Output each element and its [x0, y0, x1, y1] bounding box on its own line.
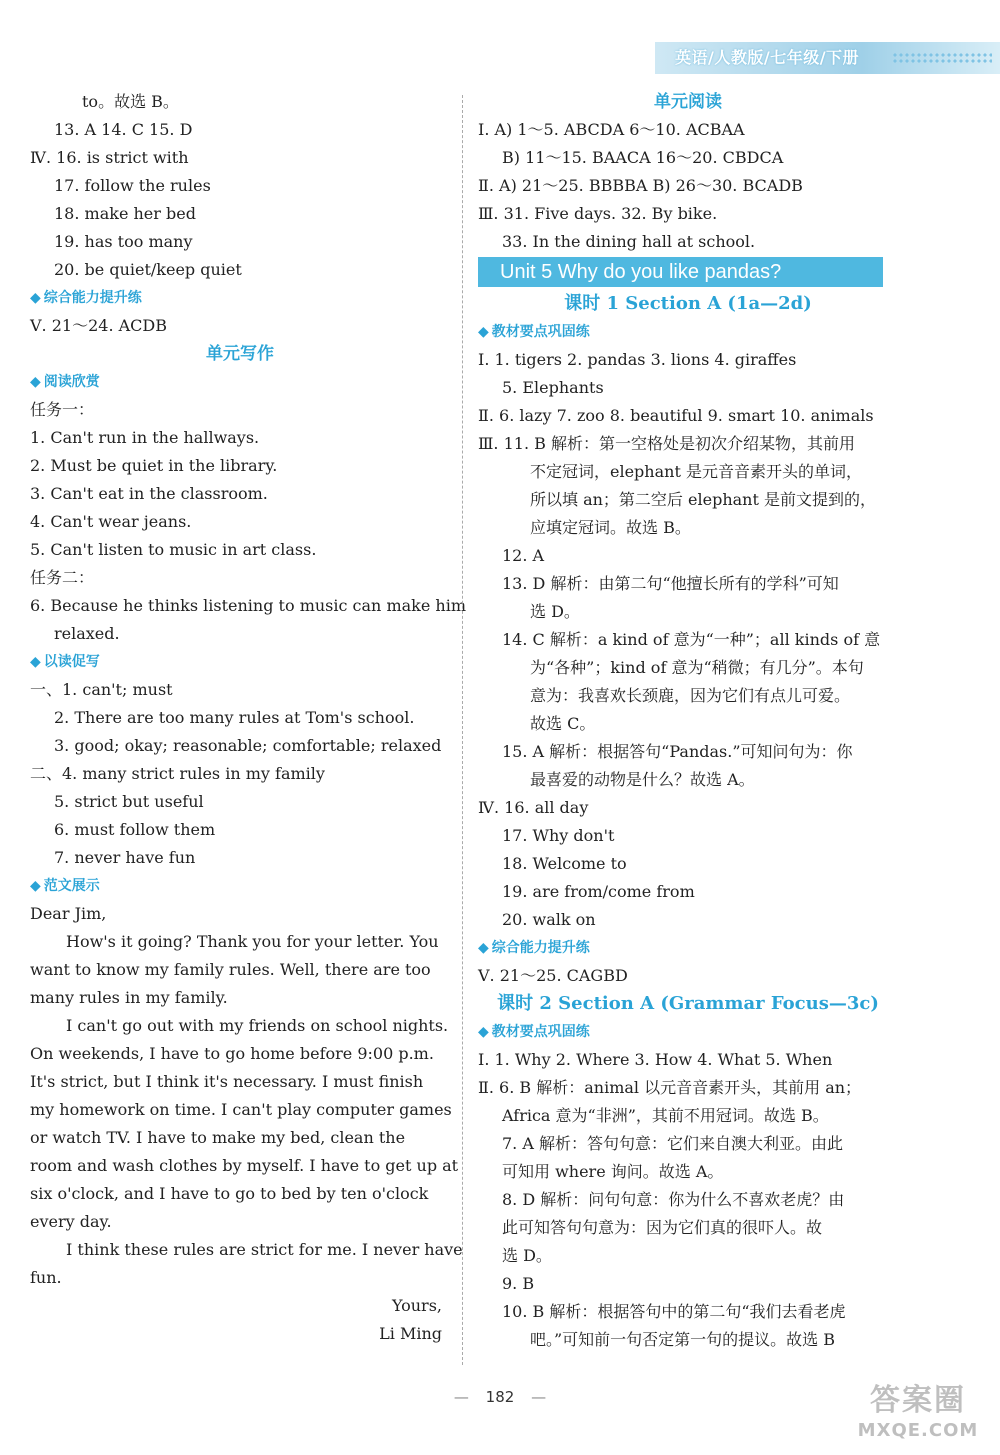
text-line	[30, 760, 450, 788]
text-line	[30, 900, 450, 928]
line-text: 8. D 解析：问句句意：你为什么不喜欢老虎？由	[502, 1190, 845, 1209]
text-line	[30, 144, 450, 172]
text-line	[478, 402, 898, 430]
text-line	[478, 710, 898, 738]
line-text: 一、1. can't; must	[30, 680, 173, 699]
lesson-title	[478, 990, 898, 1018]
text-line	[30, 1096, 450, 1124]
line-text: 3. good; okay; reasonable; comfortable; relaxed	[54, 736, 442, 755]
line-text: 3. Can't eat in the classroom.	[30, 484, 268, 503]
line-text: Ⅴ. 21～25. CAGBD	[478, 966, 628, 985]
line-text: 18. make her bed	[54, 204, 196, 223]
text-line	[478, 374, 898, 402]
text-line	[478, 626, 898, 654]
footer-dash-left: —	[453, 1388, 469, 1406]
text-line	[30, 1180, 450, 1208]
text-line	[30, 200, 450, 228]
line-text: 20. be quiet/keep quiet	[54, 260, 242, 279]
text-line	[30, 480, 450, 508]
footer-dash-right: —	[531, 1388, 547, 1406]
line-text: 应填定冠词。故选 B。	[530, 518, 691, 537]
text-line	[30, 88, 450, 116]
text-line	[30, 396, 450, 424]
line-text: Ⅲ. 11. B 解析：第一空格处是初次介绍某物，其前用	[478, 434, 855, 453]
text-line	[478, 654, 898, 682]
line-text: to。故选 B。	[82, 92, 179, 111]
text-line	[30, 984, 450, 1012]
section-subheading	[478, 1018, 898, 1046]
line-text: Ⅱ. A) 21～25. BBBBA B) 26～30. BCADB	[478, 176, 803, 195]
line-text: Ⅳ. 16. all day	[478, 798, 589, 817]
line-text: 5. Elephants	[502, 378, 604, 397]
diamond-icon: ◆	[478, 940, 489, 956]
text-line	[30, 1152, 459, 1180]
text-line	[30, 732, 450, 760]
text-line	[30, 1264, 450, 1292]
section-title	[478, 88, 898, 116]
text-line	[30, 676, 450, 704]
line-text: Dear Jim,	[30, 904, 107, 923]
diamond-icon: ◆	[478, 324, 489, 340]
line-text: 33. In the dining hall at school.	[502, 232, 756, 251]
text-line	[478, 228, 898, 256]
text-line	[30, 1320, 450, 1348]
line-text: 所以填 an；第二空后 elephant 是前文提到的，	[530, 490, 876, 509]
line-text: 选 D。	[502, 1246, 552, 1265]
text-line	[478, 766, 898, 794]
line-text: 吧。”可知前一句否定第一句的提议。故选 B	[530, 1330, 836, 1349]
text-line	[478, 850, 898, 878]
line-text: 19. has too many	[54, 232, 193, 251]
line-text: 此可知答句句意为：因为它们真的很吓人。故	[502, 1218, 823, 1237]
text-line	[30, 116, 450, 144]
section-subheading	[30, 368, 450, 396]
header-dots-decoration	[892, 52, 992, 64]
line-text: 20. walk on	[502, 910, 596, 929]
text-line	[478, 1186, 898, 1214]
text-line	[30, 704, 450, 732]
left-column	[30, 88, 466, 1348]
line-text: many rules in my family.	[30, 988, 228, 1007]
text-line	[30, 1040, 450, 1068]
watermark-logo	[840, 1382, 996, 1452]
text-line	[30, 424, 450, 452]
text-line	[478, 430, 898, 458]
diamond-icon: ◆	[30, 654, 41, 670]
line-text: Yours,	[391, 1296, 442, 1315]
text-line	[478, 1102, 898, 1130]
text-line	[478, 458, 898, 486]
text-line	[30, 1292, 450, 1320]
line-text: six o'clock, and I have to go to bed by ten o'clock	[30, 1184, 429, 1203]
section-subheading	[30, 284, 450, 312]
line-text: every day.	[30, 1212, 112, 1231]
lesson-title	[478, 290, 898, 318]
text-line	[30, 452, 450, 480]
text-line	[30, 172, 450, 200]
line-text: 不定冠词，elephant 是元音音素开头的单词，	[530, 462, 862, 481]
text-line	[478, 598, 898, 626]
line-text: my homework on time. I can't play computer games	[30, 1100, 452, 1119]
line-text: 单元阅读	[654, 92, 722, 112]
line-text: B) 11～15. BAACA 16～20. CBDCA	[502, 148, 784, 167]
line-text: It's strict, but I think it's necessary. I must finish	[30, 1072, 424, 1091]
line-text: 17. Why don't	[502, 826, 615, 845]
line-text: 任务二：	[30, 568, 95, 587]
text-line	[30, 928, 450, 956]
text-line	[478, 570, 898, 598]
text-line	[30, 312, 450, 340]
line-text: 2. There are too many rules at Tom's school.	[54, 708, 415, 727]
text-line	[478, 1214, 898, 1242]
page-number: 182	[485, 1388, 515, 1406]
line-text: Ⅴ. 21～24. ACDB	[30, 316, 168, 335]
line-text: 7. never have fun	[54, 848, 196, 867]
unit-title-band	[478, 257, 883, 287]
text-line	[478, 486, 898, 514]
text-line	[30, 592, 466, 620]
line-text: Ⅱ. 6. lazy 7. zoo 8. beautiful 9. smart 10. animals	[478, 406, 874, 425]
text-line	[478, 962, 898, 990]
line-text: 任务一：	[30, 400, 95, 419]
line-text: 5. Can't listen to music in art class.	[30, 540, 317, 559]
text-line	[478, 682, 898, 710]
line-text: want to know my family rules. Well, there are too	[30, 960, 431, 979]
line-text: On weekends, I have to go home before 9:00 p.m.	[30, 1044, 434, 1063]
text-line	[478, 542, 898, 570]
line-text: 2. Must be quiet in the library.	[30, 456, 278, 475]
text-line	[30, 564, 450, 592]
text-line	[478, 1046, 898, 1074]
text-line	[478, 514, 898, 542]
line-text: 课时 2 Section A (Grammar Focus—3c)	[497, 993, 879, 1014]
line-text: 以读促写	[43, 654, 100, 670]
text-line	[478, 1326, 898, 1354]
text-line	[478, 878, 898, 906]
line-text: Africa 意为“非洲”，其前不用冠词。故选 B。	[502, 1106, 829, 1125]
text-line	[478, 1158, 898, 1186]
line-text: Ⅳ. 16. is strict with	[30, 148, 189, 167]
text-line	[30, 256, 450, 284]
line-text: Ⅰ. 1. Why 2. Where 3. How 4. What 5. When	[478, 1050, 833, 1069]
diamond-icon: ◆	[478, 1024, 489, 1040]
diamond-icon: ◆	[30, 290, 41, 306]
line-text: relaxed.	[54, 624, 120, 643]
text-line	[30, 1236, 463, 1264]
line-text: 可知用 where 询问。故选 A。	[502, 1162, 724, 1181]
line-text: or watch TV. I have to make my bed, clean the	[30, 1128, 406, 1147]
line-text: Ⅱ. 6. B 解析：animal 以元音音素开头，其前用 an；	[478, 1078, 862, 1097]
right-column	[478, 88, 898, 1354]
text-line	[30, 1068, 450, 1096]
line-text: 17. follow the rules	[54, 176, 211, 195]
line-text: I can't go out with my friends on school nights.	[66, 1016, 449, 1035]
watermark-en: MXQE.COM	[857, 1420, 979, 1441]
line-text: 15. A 解析：根据答句“Pandas.”可知问句为：你	[502, 742, 853, 761]
line-text: 12. A	[502, 546, 545, 565]
section-subheading	[478, 318, 898, 346]
line-text: 13. D 解析：由第二句“他擅长所有的学科”可知	[502, 574, 839, 593]
text-line	[478, 794, 898, 822]
line-text: 6. must follow them	[54, 820, 216, 839]
text-line	[478, 822, 898, 850]
text-line	[30, 620, 450, 648]
text-line	[30, 536, 450, 564]
line-text: How's it going? Thank you for your letter. You	[66, 932, 439, 951]
line-text: 故选 C。	[530, 714, 596, 733]
text-line	[478, 172, 898, 200]
text-line	[478, 1130, 898, 1158]
text-line	[478, 1242, 898, 1270]
line-text: 选 D。	[530, 602, 580, 621]
line-text: I think these rules are strict for me. I never have	[66, 1240, 463, 1259]
text-line	[478, 200, 898, 228]
line-text: 1. Can't run in the hallways.	[30, 428, 260, 447]
text-line	[478, 1270, 898, 1298]
text-line	[478, 116, 898, 144]
line-text: 范文展示	[43, 878, 100, 894]
running-header: 英语/人教版/七年级/下册	[675, 48, 860, 67]
line-text: 意为：我喜欢长颈鹿，因为它们有点儿可爱。	[530, 686, 851, 705]
line-text: Li Ming	[379, 1324, 442, 1343]
line-text: 最喜爱的动物是什么？故选 A。	[530, 770, 755, 789]
line-text: 6. Because he thinks listening to music can make him	[30, 596, 466, 615]
line-text: room and wash clothes by myself. I have to get up at	[30, 1156, 459, 1175]
column-divider	[462, 95, 463, 1365]
diamond-icon: ◆	[30, 878, 41, 894]
text-line	[30, 1124, 450, 1152]
watermark-cn: 答案圈	[870, 1383, 966, 1418]
diamond-icon: ◆	[30, 374, 41, 390]
text-line	[478, 738, 898, 766]
text-line	[30, 508, 450, 536]
line-text: Unit 5 Why do you like pandas?	[500, 261, 782, 283]
text-line	[478, 346, 898, 374]
line-text: 综合能力提升练	[43, 290, 142, 306]
line-text: 18. Welcome to	[502, 854, 627, 873]
line-text: 7. A 解析：答句句意：它们来自澳大利亚。由此	[502, 1134, 843, 1153]
line-text: 二、4. many strict rules in my family	[30, 764, 325, 783]
line-text: 4. Can't wear jeans.	[30, 512, 192, 531]
text-line	[30, 956, 450, 984]
line-text: Ⅰ. A) 1～5. ABCDA 6～10. ACBAA	[478, 120, 745, 139]
line-text: 课时 1 Section A (1a—2d)	[564, 293, 812, 314]
line-text: 综合能力提升练	[491, 940, 590, 956]
line-text: Ⅲ. 31. Five days. 32. By bike.	[478, 204, 718, 223]
section-subheading	[478, 934, 898, 962]
text-line	[30, 844, 450, 872]
line-text: 单元写作	[206, 344, 274, 364]
text-line	[30, 1208, 450, 1236]
text-line	[30, 816, 450, 844]
line-text: Ⅰ. 1. tigers 2. pandas 3. lions 4. giraffes	[478, 350, 797, 369]
text-line	[30, 1012, 450, 1040]
text-line	[478, 144, 898, 172]
section-subheading	[30, 648, 450, 676]
line-text: 阅读欣赏	[43, 374, 100, 390]
line-text: 19. are from/come from	[502, 882, 695, 901]
line-text: 5. strict but useful	[54, 792, 204, 811]
line-text: fun.	[30, 1268, 62, 1287]
line-text: 教材要点巩固练	[491, 1024, 590, 1040]
line-text: 9. B	[502, 1274, 535, 1293]
text-line	[478, 1298, 898, 1326]
text-line	[30, 788, 450, 816]
line-text: 为“各种”；kind of 意为“稍微；有几分”。本句	[530, 658, 864, 677]
text-line	[478, 906, 898, 934]
line-text: 13. A 14. C 15. D	[54, 120, 193, 139]
section-title	[30, 340, 450, 368]
line-text: 教材要点巩固练	[491, 324, 590, 340]
line-text: 14. C 解析：a kind of 意为“一种”；all kinds of 意	[502, 630, 881, 649]
text-line	[478, 1074, 898, 1102]
line-text: 10. B 解析：根据答句中的第二句“我们去看老虎	[502, 1302, 846, 1321]
section-subheading	[30, 872, 450, 900]
text-line	[30, 228, 450, 256]
